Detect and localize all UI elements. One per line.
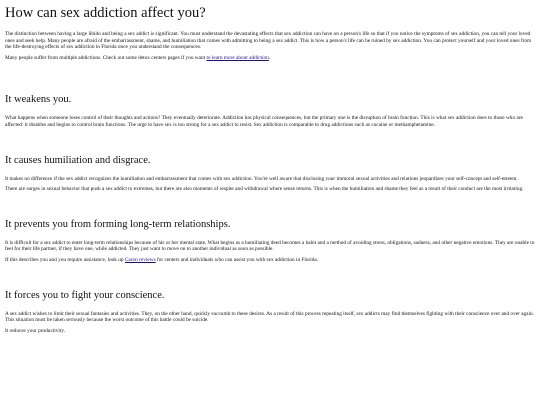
spacer [5,268,535,289]
section-paragraph: It makes no difference if the sex addict recognizes the humiliation and embarrassment that comes with sex addiction. You're well aware that disclosing your immoral sexual activities and relations jeopardizes your self-concept and self-esteem. [5,175,518,182]
caron-pre-text: If this describes you and you require assistance, look up [5,256,125,263]
caron-post-text: for centers and individuals who can assist you with sex addiction in Florida. [155,256,319,263]
section-heading-conscience: It forces you to fight your conscience. [5,289,165,301]
detox-text: Many people suffer from multiple addictions. Check out some detox centers pages if you want [5,54,207,61]
page-title: How can sex addiction affect you? [5,5,206,21]
section-heading-humiliation: It causes humiliation and disgrace. [5,154,151,166]
section-paragraph: There are surges in sexual behavior that push a sex addict to extremes, but there are also moments of respite and withdrawal where sense returns. This is when the humiliation and shame they feel as a result of their conduct are the most irritating. [5,186,524,193]
spacer [5,65,535,93]
section-paragraph: It reduces your productivity. [5,327,65,334]
section-paragraph: A sex addict wishes to limit their sexual fantasies and activities. They, on the other hand, quickly succumb to these desires. As a result of this process repeating itself, sex addicts may find themselves fighting with their conscience over and over again. This situation must be taken seriously because the worst outcome of this battle could be suicide. [5,310,534,324]
caron-paragraph [5,257,535,264]
section-paragraph: What happens when someone loses control of their thoughts and actions? They eventually deteriorate. Addiction has physical consequences, but the primary one is the disruption of brain function. This is what sex addiction does to those who are affected: it disables and begins to control brain functions. The urge to have sex is too strong for a sex addict to resist. Sex addiction is comparable to drug addictions such as cocaine or methamphetamine. [5,115,523,128]
caron-reviews-link[interactable]: Caron reviews [124,256,156,263]
detox-end: . [268,54,271,61]
learn-more-link[interactable]: to learn more about addiction [206,54,269,61]
section-heading-weakens: It weakens you. [5,94,72,106]
spacer [5,197,535,218]
spacer [5,133,535,154]
detox-paragraph [5,55,535,62]
intro-paragraph: The distinction between having a large libido and being a sex addict is significant. You must understand the devastating effects that sex addiction can have on a person's life so that if you notice the symptoms of sex addiction, you can tell your loved ones and seek help. Many people are afraid of the embarrassment, shame, and humiliation that comes with admitting to being a sex addict. This is how a person's life can be ruined by sex addiction. You can protect yourself and your loved ones from the life-destroying effects of sex addiction in Florida once you understand the consequences. [5,31,532,51]
section-paragraph: It is difficult for a sex addict to enter long-term relationships because of his or her mental state. What begins as a humiliating deed becomes a habit and a method of avoiding stress, obligations, sadness, and other negative emotions. They are unable to feel for their life partner, if they have one, while addicted. They just want to move on to another individual as soon as possible. [5,239,535,253]
section-heading-relationships: It prevents you from forming long-term relationships. [5,218,231,230]
